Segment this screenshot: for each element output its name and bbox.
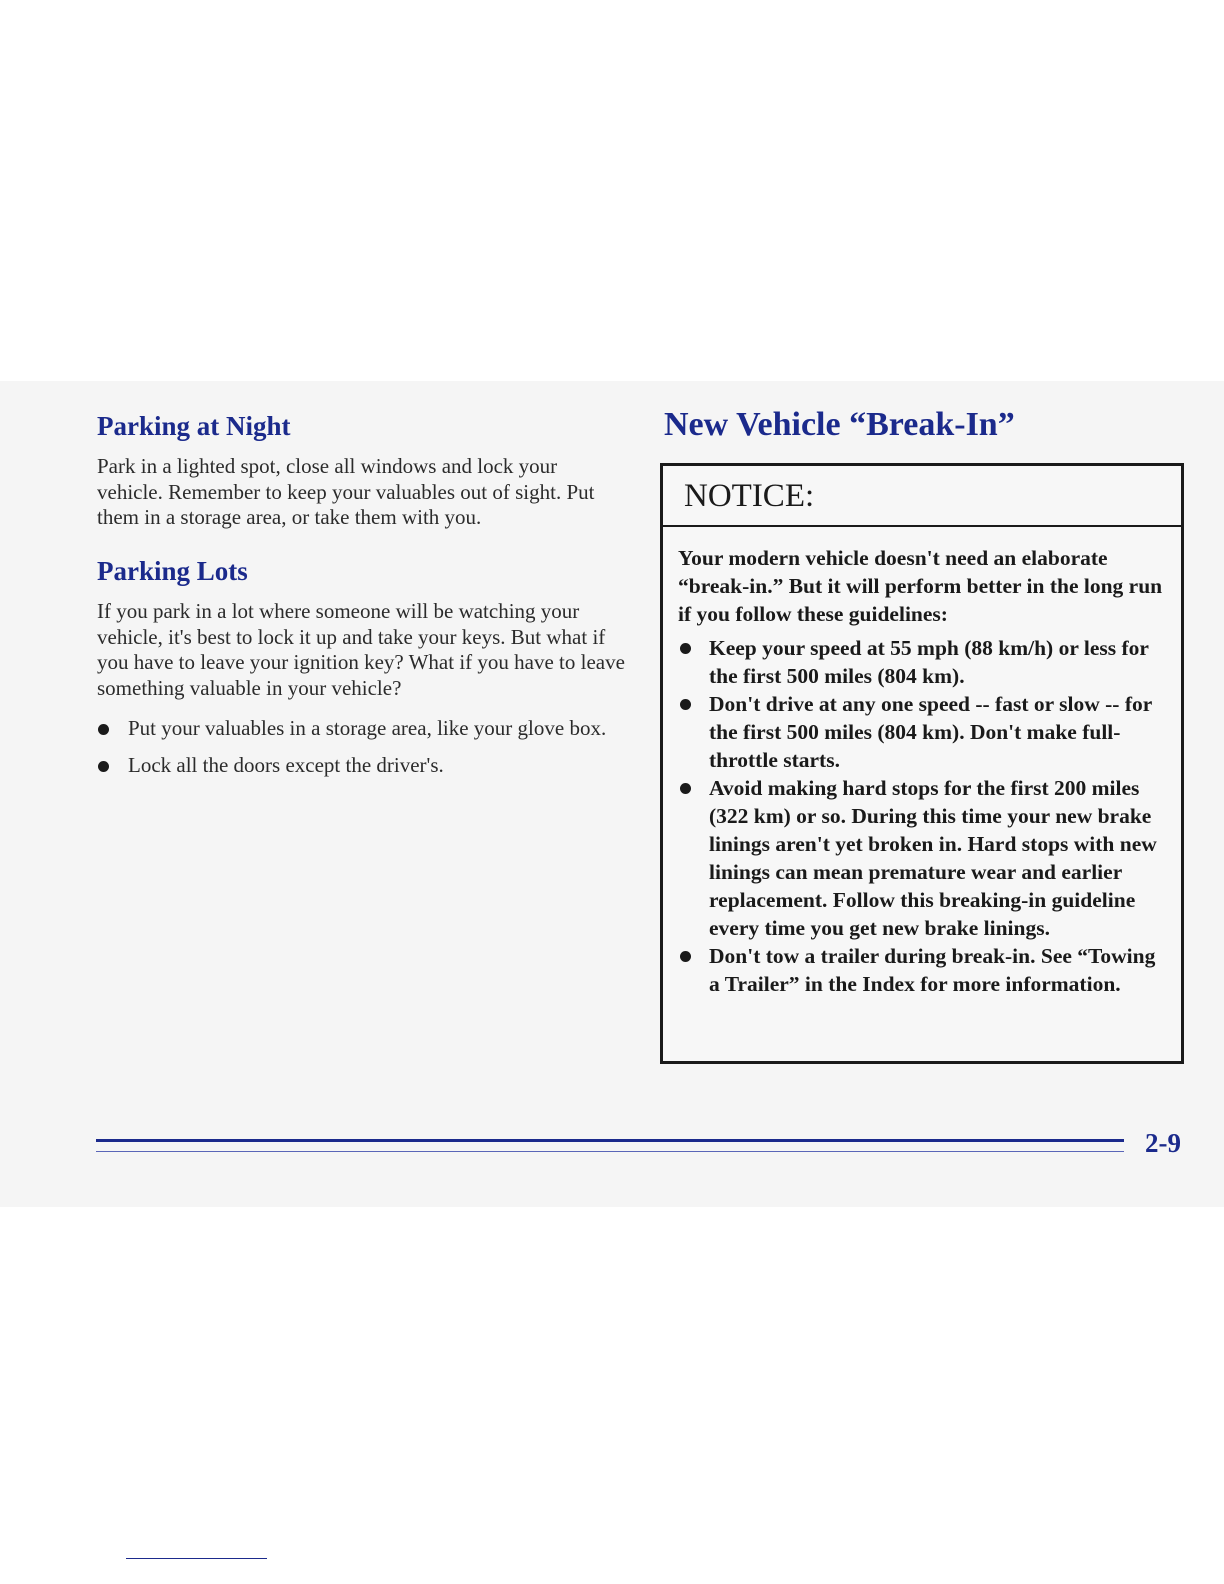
notice-intro: Your modern vehicle doesn't need an elaborate “break-in.” But it will perform better in the long run if you follow these guidelines: xyxy=(678,546,1163,626)
left-column xyxy=(97,410,627,789)
notice-bullet-list xyxy=(678,634,1163,998)
list-item-text: Lock all the doors except the driver's. xyxy=(128,752,444,777)
list-item xyxy=(678,942,1163,998)
footer-rule-thin xyxy=(96,1151,1124,1152)
paragraph-parking-lots: If you park in a lot where someone will be watching your vehicle, it's best to lock it up and take your keys. But what if you have to leave your ignition key? What if you have to leave something valuable in your vehicle? xyxy=(97,599,625,700)
list-item-text: Put your valuables in a storage area, like your glove box. xyxy=(128,716,607,741)
notice-box xyxy=(660,463,1184,1064)
notice-title: NOTICE: xyxy=(663,466,1181,527)
list-item xyxy=(97,753,627,779)
list-item xyxy=(678,634,1163,690)
list-item xyxy=(97,716,627,742)
list-item-text: Avoid making hard stops for the first 200 miles (322 km) or so. During this time your new brake linings aren't yet broken in. Hard stops with new linings can mean premature wear and earlier replacement. Follow this breaking-in guideline every time you get new brake linings. xyxy=(709,776,1157,940)
list-item-text: Keep your speed at 55 mph (88 km/h) or less for the first 500 miles (804 km). xyxy=(709,636,1149,688)
page-number: 2-9 xyxy=(1145,1128,1181,1158)
paragraph-parking-at-night: Park in a lighted spot, close all windows and lock your vehicle. Remember to keep your valuables out of sight. Put them in a storage area, or take them with you. xyxy=(97,454,595,530)
bullet-icon xyxy=(680,699,691,710)
list-item xyxy=(678,690,1163,774)
heading-new-vehicle-break-in: New Vehicle “Break-In” xyxy=(664,406,1015,443)
bullet-icon xyxy=(680,643,691,654)
list-item-text: Don't drive at any one speed -- fast or slow -- for the first 500 miles (804 km). Don't make full-throttle starts. xyxy=(709,692,1152,772)
parking-lots-bullet-list xyxy=(97,716,627,778)
bullet-icon xyxy=(98,761,109,772)
bullet-icon xyxy=(680,951,691,962)
notice-body xyxy=(663,527,1181,998)
list-item xyxy=(678,774,1163,942)
heading-parking-at-night: Parking at Night xyxy=(97,411,291,441)
bullet-icon xyxy=(680,783,691,794)
bottom-divider xyxy=(126,1558,267,1559)
right-column xyxy=(664,405,1204,996)
list-item-text: Don't tow a trailer during break-in. See “Towing a Trailer” in the Index for more information. xyxy=(709,944,1156,996)
heading-parking-lots: Parking Lots xyxy=(97,555,248,586)
bullet-icon xyxy=(98,724,109,735)
footer-rule xyxy=(96,1139,1124,1142)
